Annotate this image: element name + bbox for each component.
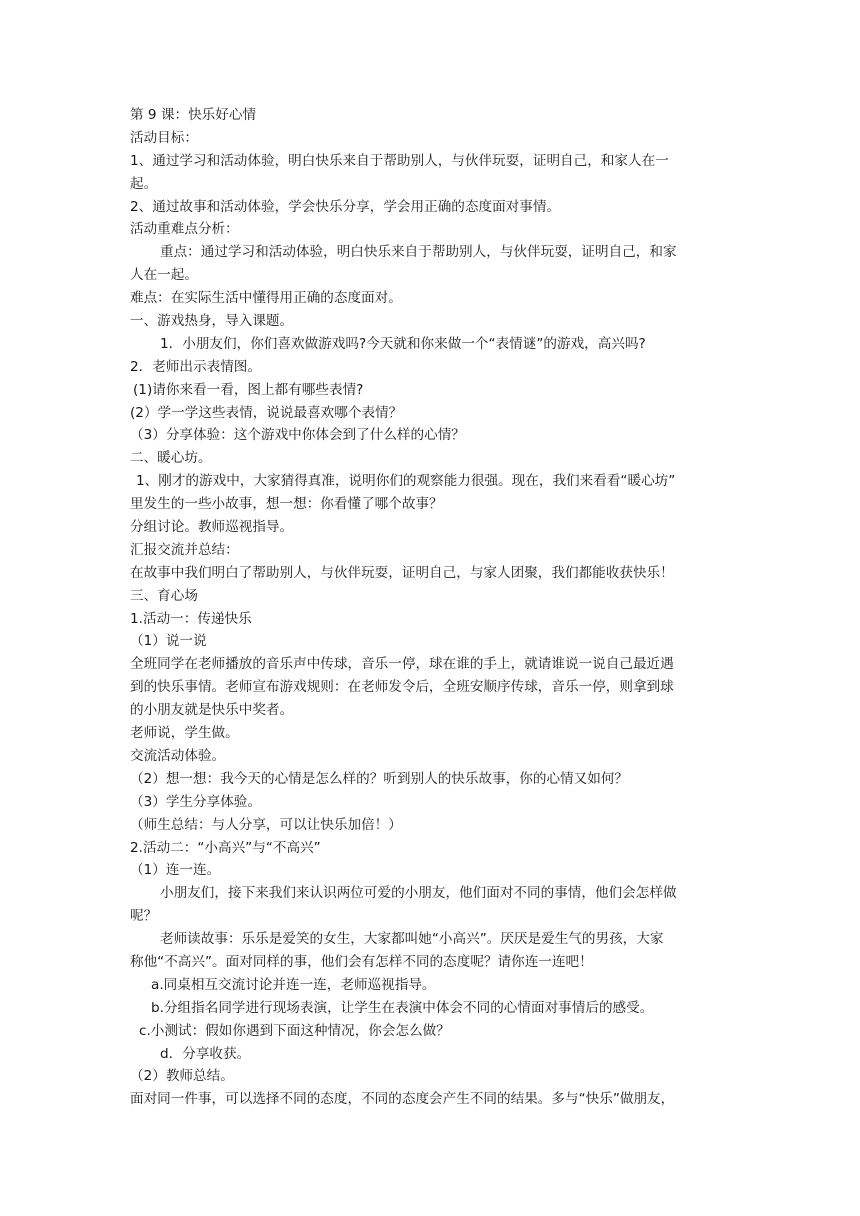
paragraph-line: （3）分享体验：这个游戏中你体会到了什么样的心情？ <box>130 427 465 444</box>
section-heading-key-points: 活动重难点分析： <box>130 221 239 238</box>
list-item: c.小测试：假如你遇到下面这种情况，你会怎么做？ <box>139 1022 450 1039</box>
paragraph-line: 起。 <box>130 175 158 192</box>
paragraph-line: 2．老师出示表情图。 <box>130 358 261 375</box>
paragraph-line: 1.活动一：传递快乐 <box>130 610 252 627</box>
paragraph-line: 难点：在实际生活中懂得用正确的态度面对。 <box>130 290 402 307</box>
list-item: b.分组指名同学进行现场表演，让学生在表演中体会不同的心情面对事情后的感受。 <box>151 999 654 1016</box>
paragraph-line: 呢？ <box>130 908 158 925</box>
paragraph-line: 到的快乐事情。老师宣布游戏规则：在老师发令后，全班安顺序传球，音乐一停，则拿到球 <box>130 679 674 696</box>
list-item: d．分享收获。 <box>160 1045 251 1062</box>
section-heading-part-1: 一、游戏热身，导入课题。 <box>130 313 294 330</box>
paragraph-line: （师生总结：与人分享，可以让快乐加倍！） <box>130 816 402 833</box>
paragraph-line: 全班同学在老师播放的音乐声中传球，音乐一停，球在谁的手上，就请谁说一说自己最近遇 <box>130 656 674 673</box>
paragraph-line: （1）连一连。 <box>130 862 221 879</box>
section-heading-objectives: 活动目标： <box>130 129 198 146</box>
paragraph-line: (2）学一学这些表情，说说最喜欢哪个表情？ <box>130 404 403 421</box>
paragraph-line: 面对同一件事，可以选择不同的态度，不同的态度会产生不同的结果。多与“快乐”做朋友， <box>130 1091 675 1108</box>
list-item: a.同桌相互交流讨论并连一连，老师巡视指导。 <box>151 976 436 993</box>
paragraph-line: （2）教师总结。 <box>130 1068 234 1085</box>
paragraph-line: 汇报交流并总结： <box>130 541 239 558</box>
paragraph-line: （1）说一说 <box>130 633 207 650</box>
paragraph-line: 1、刚才的游戏中，大家猜得真准，说明你们的观察能力很强。现在，我们来看看“暖心坊” <box>136 473 676 490</box>
paragraph-line: 老师说，学生做。 <box>130 725 239 742</box>
paragraph-line: （3）学生分享体验。 <box>130 793 261 810</box>
paragraph-line: 1、通过学习和活动体验，明白快乐来自于帮助别人，与伙伴玩耍，证明自己，和家人在一 <box>130 152 669 169</box>
section-heading-part-2: 二、暖心坊。 <box>130 450 212 467</box>
paragraph-line: 老师读故事：乐乐是爱笑的女生，大家都叫她“小高兴”。厌厌是爱生气的男孩，大家 <box>160 931 664 948</box>
paragraph-line: 人在一起。 <box>130 267 198 284</box>
paragraph-line: 交流活动体验。 <box>130 747 226 764</box>
section-heading-part-3: 三、育心场 <box>130 587 198 604</box>
paragraph-line: 里发生的一些小故事，想一想：你看懂了哪个故事？ <box>130 496 443 513</box>
paragraph-line: 重点：通过学习和活动体验，明白快乐来自于帮助别人，与伙伴玩耍，证明自己，和家 <box>160 244 677 261</box>
paragraph-line: 在故事中我们明白了帮助别人，与伙伴玩耍，证明自己，与家人团聚，我们都能收获快乐！ <box>130 564 674 581</box>
paragraph-line: 的小朋友就是快乐中奖者。 <box>130 702 294 719</box>
paragraph-line: 2、通过故事和活动体验，学会快乐分享，学会用正确的态度面对事情。 <box>130 198 561 215</box>
lesson-title: 第 9 课：快乐好心情 <box>130 107 257 123</box>
paragraph-line: 小朋友们，接下来我们来认识两位可爱的小朋友，他们面对不同的事情，他们会怎样做 <box>160 885 677 902</box>
paragraph-line: （2）想一想：我今天的心情是怎么样的？听到别人的快乐故事，你的心情又如何？ <box>130 770 629 787</box>
paragraph-line: 分组讨论。教师巡视指导。 <box>130 519 294 536</box>
paragraph-line: 称他“不高兴”。面对同样的事，他们会有怎样不同的态度呢？请你连一连吧！ <box>130 953 593 970</box>
paragraph-line: 2.活动二：“小高兴”与“不高兴” <box>130 839 321 856</box>
paragraph-line: 1．小朋友们，你们喜欢做游戏吗?今天就和你来做一个“表情谜”的游戏，高兴吗? <box>160 335 646 352</box>
paragraph-line: (1)请你来看一看，图上都有哪些表情? <box>133 381 364 398</box>
